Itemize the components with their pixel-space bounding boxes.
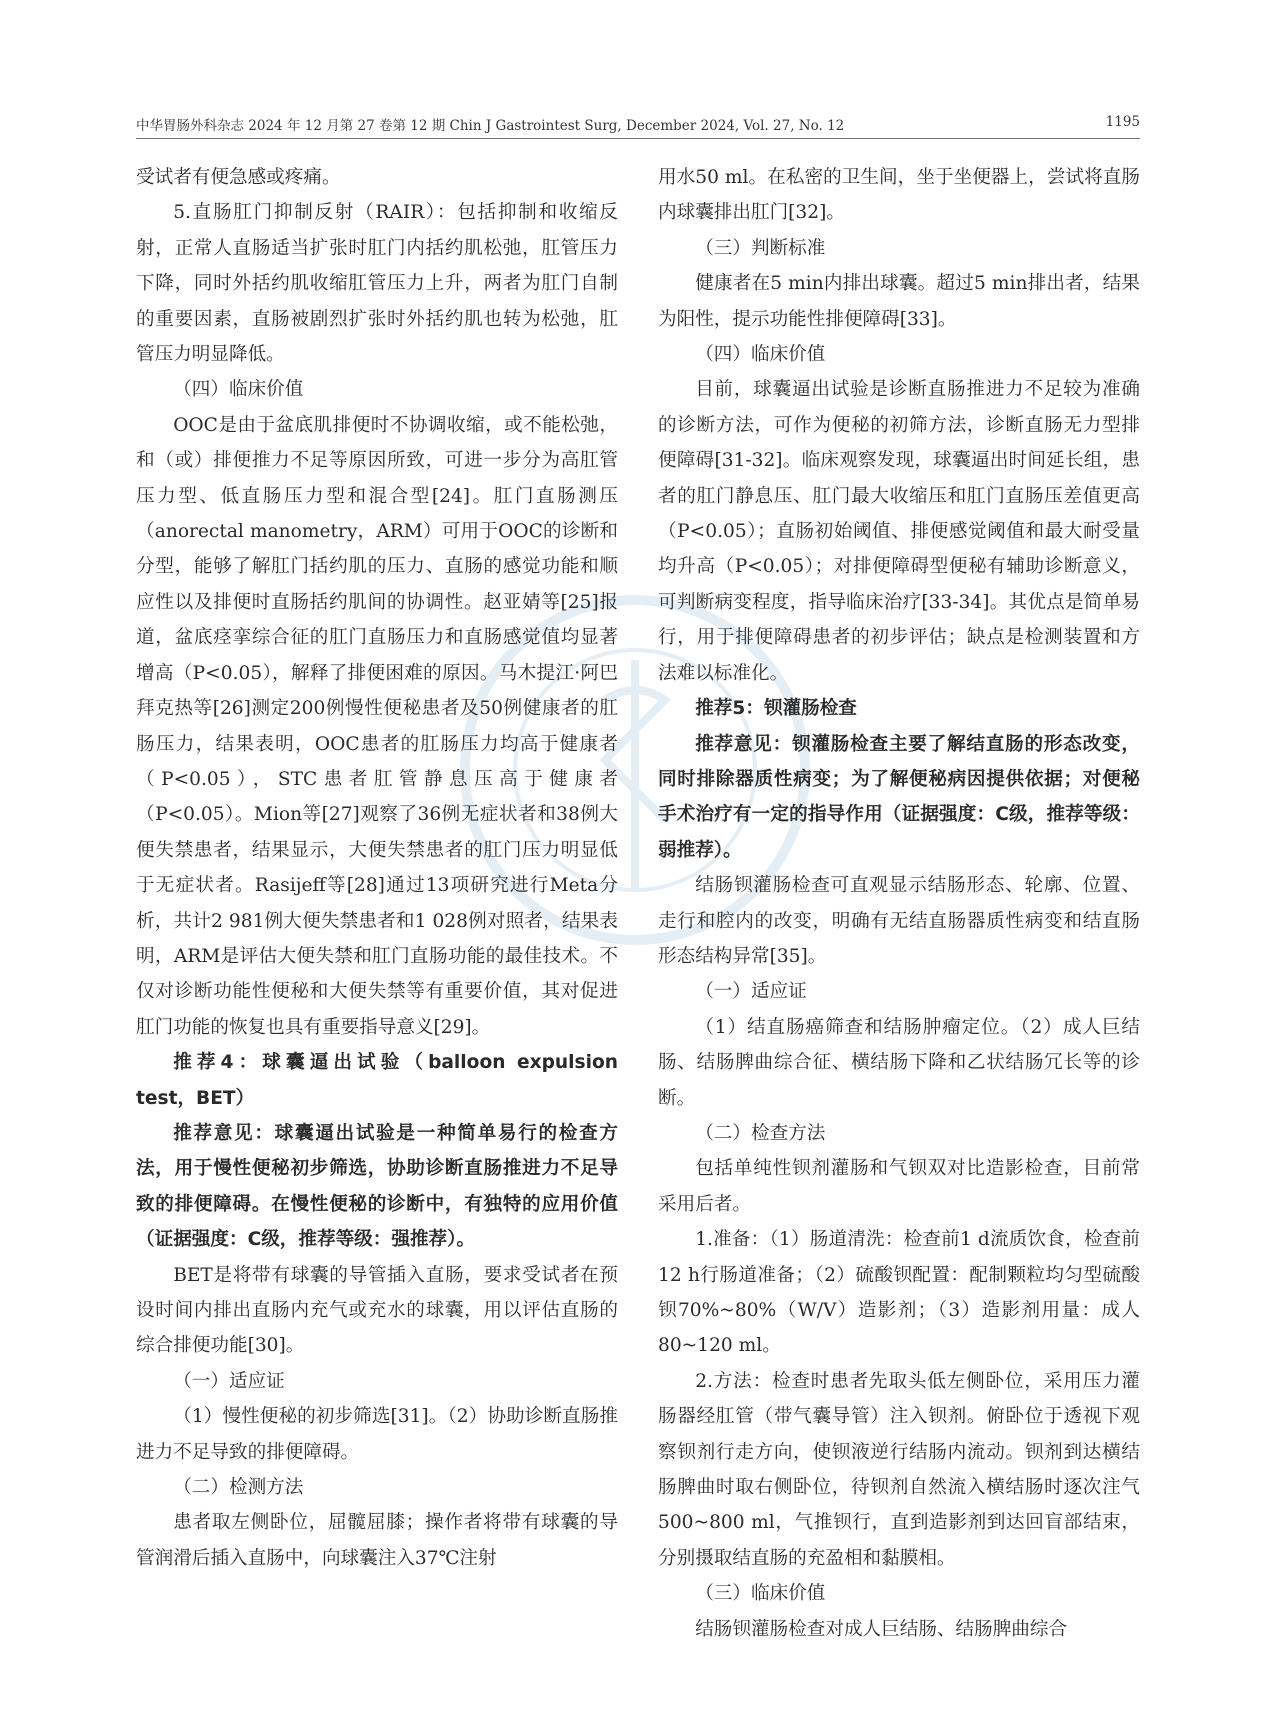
paragraph: OOC是由于盆底肌排便时不协调收缩，或不能松弛，和（或）排便推力不足等原因所致，可进一步分为高肛管压力型、低直肠压力型和混合型[24]。肛门直肠测压（anorectal manometry，ARM）可用于OOC的诊断和分型，能够了解肛门括约肌的压力、直肠的感觉功能和顺应性以及排便时直肠括约肌间的协调性。赵亚婧等[25]报道，盆底痉挛综合征的肛门直肠压力和直肠感觉值均显著增高（P<0.05），解释了排便困难的原因。马木提江·阿巴拜克热等[26]测定200例慢性便秘患者及50例健康者的肛肠压力，结果表明，OOC患者的肛肠压力均高于健康者（P<0.05），STC患者肛管静息压高于健康者（P<0.05）。Mion等[27]观察了36例无症状者和38例大便失禁患者，结果显示，大便失禁患者的肛门压力明显低于无症状者。Rasijeff等[28]通过13项研究进行Meta分析，共计2 981例大便失禁患者和1 028例对照者，结果表明，ARM是评估大便失禁和肛门直肠功能的最佳技术。不仅对诊断功能性便秘和大便失禁等有重要价值，其对促进肛门功能的恢复也具有重要指导意义[29]。: [136, 414, 618, 1038]
section-heading: （一）适应证: [695, 981, 807, 1003]
paragraph: 2.方法：检查时患者先取头低左侧卧位，采用压力灌肠器经肛管（带气囊导管）注入钡剂。俯卧位于透视下观察钡剂行走方向，使钡液逆行结肠内流动。钡剂到达横结肠脾曲时取右侧卧位，待钡剂自然流入横结肠时逐次注气500~800 ml，气推钡行，直到造影剂到达回盲部结束，分别摄取结直肠的充盈相和黏膜相。: [658, 1370, 1140, 1569]
section-heading: （四）临床价值: [173, 379, 304, 401]
section-heading: （三）临床价值: [695, 1583, 826, 1605]
section-heading: （二）检测方法: [173, 1477, 304, 1499]
recommendation-opinion: 推荐意见：钡灌肠检查主要了解结直肠的形态改变，同时排除器质性病变；为了解便秘病因提供依据；对便秘手术治疗有一定的指导作用（证据强度：C级，推荐等级：弱推荐）。: [658, 733, 1140, 861]
recommendation-heading: 推荐5：钡灌肠检查: [695, 698, 857, 720]
journal-citation: 中华胃肠外科杂志 2024 年 12 月第 27 卷第 12 期 Chin J Gastrointest Surg, December 2024, Vol. 27, No. 12: [136, 118, 845, 134]
recommendation-heading: 推荐4：球囊逼出试验（balloon expulsion test，BET）: [136, 1052, 618, 1109]
paragraph: （1）结直肠癌筛查和结肠肿瘤定位。（2）成人巨结肠、结肠脾曲综合征、横结肠下降和乙状结肠冗长等的诊断。: [658, 1016, 1140, 1109]
paragraph: 健康者在5 min内排出球囊。超过5 min排出者，结果为阳性，提示功能性排便障碍[33]。: [658, 273, 1140, 330]
paragraph: 结肠钡灌肠检查对成人巨结肠、结肠脾曲综合: [695, 1618, 1068, 1640]
section-heading: （三）判断标准: [695, 237, 826, 259]
paragraph: 受试者有便急感或疼痛。: [136, 167, 341, 188]
paragraph: 目前，球囊逼出试验是诊断直肠推进力不足较为准确的诊断方法，可作为便秘的初筛方法，诊断直肠无力型排便障碍[31-32]。临床观察发现，球囊逼出时间延长组，患者的肛门静息压、肛门最大收缩压和肛门直肠压差值更高（P<0.05）；直肠初始阈值、排便感觉阈值和最大耐受量均升高（P<0.05）；对排便障碍型便秘有辅助诊断意义，可判断病变程度，指导临床治疗[33-34]。其优点是简单易行，用于排便障碍患者的初步评估；缺点是检测装置和方法难以标准化。: [658, 379, 1140, 684]
section-heading: （一）适应证: [173, 1370, 285, 1392]
paragraph: 5.直肠肛门抑制反射（RAIR）：包括抑制和收缩反射，正常人直肠适当扩张时肛门内括约肌松弛，肛管压力下降，同时外括约肌收缩肛管压力上升，两者为肛门自制的重要因素，直肠被剧烈扩张时外括约肌也转为松弛，肛管压力明显降低。: [136, 202, 618, 366]
paragraph: 结肠钡灌肠检查可直观显示结肠形态、轮廓、位置、走行和腔内的改变，明确有无结直肠器质性病变和结直肠形态结构异常[35]。: [658, 875, 1140, 967]
paragraph: 1.准备：（1）肠道清洗：检查前1 d流质饮食，检查前12 h行肠道准备；（2）硫酸钡配置：配制颗粒均匀型硫酸钡70%~80%（W/V）造影剂；（3）造影剂用量：成人80~120 ml。: [658, 1229, 1140, 1357]
running-header: [136, 108, 1140, 139]
paragraph: 用水50 ml。在私密的卫生间，坐于坐便器上，尝试将直肠内球囊排出肛门[32]。: [658, 167, 1140, 224]
page-number: 1195: [1105, 114, 1140, 130]
paragraph: BET是将带有球囊的导管插入直肠，要求受试者在预设时间内排出直肠内充气或充水的球囊，用以评估直肠的综合排便功能[30]。: [136, 1264, 618, 1357]
paragraph: （1）慢性便秘的初步筛选[31]。（2）协助诊断直肠推进力不足导致的排便障碍。: [136, 1406, 618, 1463]
right-column: [658, 160, 1140, 1647]
left-column: [136, 160, 618, 1576]
section-heading: （四）临床价值: [695, 344, 826, 366]
section-heading: （二）检查方法: [695, 1122, 826, 1144]
paragraph: 包括单纯性钡剂灌肠和气钡双对比造影检查，目前常采用后者。: [658, 1158, 1140, 1215]
paragraph: 患者取左侧卧位，屈髋屈膝；操作者将带有球囊的导管润滑后插入直肠中，向球囊注入37℃注射: [136, 1512, 618, 1569]
recommendation-opinion: 推荐意见：球囊逼出试验是一种简单易行的检查方法，用于慢性便秘初步筛选，协助诊断直肠推进力不足导致的排便障碍。在慢性便秘的诊断中，有独特的应用价值（证据强度：C级，推荐等级：强推荐）。: [136, 1122, 618, 1251]
